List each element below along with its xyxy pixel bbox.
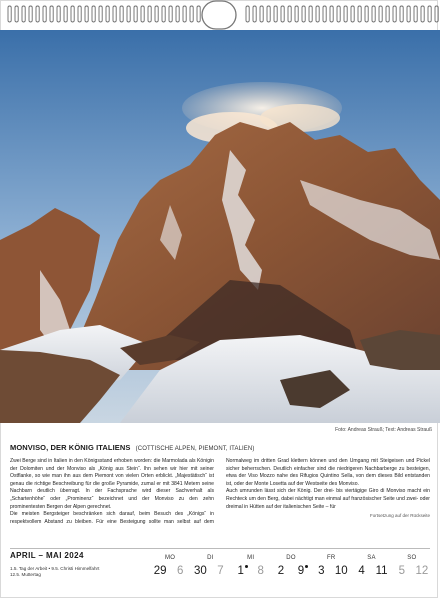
- wire-loop: [22, 6, 25, 22]
- wire-loop: [393, 6, 396, 22]
- day-number: [150, 565, 170, 577]
- day-number: [251, 565, 271, 577]
- wire-loop: [246, 6, 249, 22]
- wire-loop: [141, 6, 144, 22]
- divider: [10, 548, 430, 549]
- wire-loop: [428, 6, 431, 22]
- wire-loop: [267, 6, 270, 22]
- day-number: [331, 565, 351, 577]
- article-body: [10, 458, 430, 526]
- day-number: [210, 565, 230, 577]
- wire-loop: [176, 6, 179, 22]
- weekday-label: MO: [165, 555, 176, 561]
- weekday-label: DO: [286, 555, 296, 561]
- wire-loop: [85, 6, 88, 22]
- wire-loop: [148, 6, 151, 22]
- wire-loop: [50, 6, 53, 22]
- hanger-hook: [202, 1, 236, 29]
- holiday-note: 12.5. Muttertag: [10, 572, 41, 578]
- weekday-label: SO: [407, 555, 417, 561]
- day-number-text: 29: [153, 565, 167, 577]
- day-number-text: 30: [194, 565, 207, 577]
- day-number: [190, 565, 210, 577]
- wire-loop: [421, 6, 424, 22]
- wire-loop: [435, 6, 438, 22]
- photo-credit: Foto: Andreas Strauß; Text: Andreas Strauß: [335, 427, 432, 433]
- wire-loop: [113, 6, 116, 22]
- wire-loop: [134, 6, 137, 22]
- photo-monviso: [0, 30, 440, 423]
- wire-loop: [386, 6, 389, 22]
- calendar-column: [150, 552, 190, 592]
- wire-loop: [197, 6, 200, 22]
- wire-loop: [414, 6, 417, 22]
- day-number: [231, 565, 251, 577]
- article-heading: [10, 443, 430, 452]
- day-number: [291, 565, 311, 577]
- weekday-label: SA: [367, 555, 376, 561]
- wire-loop: [288, 6, 291, 22]
- wire-loop: [407, 6, 410, 22]
- day-number: [271, 565, 291, 577]
- wire-loop: [71, 6, 74, 22]
- day-number: [372, 565, 392, 577]
- holiday-marker-icon: [245, 565, 248, 568]
- day-number: [311, 565, 331, 577]
- day-number-text: 2: [277, 565, 285, 577]
- wire-loop: [260, 6, 263, 22]
- wire-loop: [183, 6, 186, 22]
- day-number-text: 7: [217, 565, 224, 577]
- calendar-column: [190, 552, 230, 592]
- day-number: [352, 565, 372, 577]
- calendar-column: [311, 552, 351, 592]
- wire-loop: [57, 6, 60, 22]
- wire-loop: [36, 6, 39, 22]
- day-number-text: 11: [375, 565, 388, 577]
- wire-loop: [274, 6, 277, 22]
- weekday-label: FR: [326, 555, 336, 561]
- wire-loop: [253, 6, 256, 22]
- wire-loop: [127, 6, 130, 22]
- wire-loop: [162, 6, 165, 22]
- wire-loop: [78, 6, 81, 22]
- wire-loop: [92, 6, 95, 22]
- wire-loop: [120, 6, 123, 22]
- wire-loop: [281, 6, 284, 22]
- wire-loop: [379, 6, 382, 22]
- day-number-text: 10: [334, 565, 348, 577]
- wire-loop: [323, 6, 326, 22]
- wire-loop: [169, 6, 172, 22]
- wire-loop: [155, 6, 158, 22]
- weekday-label: MI: [247, 555, 255, 561]
- wire-loop: [365, 6, 368, 22]
- wire-binding: [0, 0, 440, 30]
- holiday-note: 1.5. Tag der Arbeit • 9.5. Christi Himmelfahrt: [10, 566, 100, 571]
- continuation-note: Fortsetzung auf der Rückseite: [369, 513, 430, 519]
- wire-loop: [29, 6, 32, 22]
- wire-loop: [15, 6, 18, 22]
- day-number-text: 12: [415, 565, 429, 577]
- wire-loop: [400, 6, 403, 22]
- wire-loop: [351, 6, 354, 22]
- wire-loop: [330, 6, 333, 22]
- day-number-text: 9: [297, 565, 305, 577]
- wire-loop: [316, 6, 319, 22]
- day-number-text: 8: [257, 565, 264, 577]
- calendar-column: [271, 552, 311, 592]
- wire-loop: [372, 6, 375, 22]
- calendar-column: [351, 552, 391, 592]
- wire-loop: [344, 6, 347, 22]
- wire-loop: [190, 6, 193, 22]
- wire-loop: [8, 6, 11, 22]
- wire-loop: [358, 6, 361, 22]
- wire-loop: [64, 6, 67, 22]
- day-number-text: 1: [237, 565, 244, 577]
- wire-loop: [99, 6, 102, 22]
- wire-loop: [337, 6, 340, 22]
- article-paragraph: Zwei Berge sind in Italien in den Königsstand erhoben worden: die Marmolada als Königin der Dolomiten und der Monviso als „König aus Stein“. Ihn sehen wir hier mit seiner Ostflanke, so wie man ihn aus dem Piemont von vielen Orten erblickt. „Majestätisch“ ist genau die richtige Beschreibung für die große Pyramide, zumal er mit 3841 Metern seine Nachbarn deutlich überragt. In der Fachsprache wird dieser Sachverhalt als „Schartenhöhe“ oder „Prominenz“ bezeichnet und der Monviso zu den zehn prominentesten Bergen der Alpen gerechnet.: [10, 458, 214, 510]
- day-number: [412, 565, 432, 577]
- holiday-notes: [10, 566, 150, 578]
- wire-loop: [295, 6, 298, 22]
- weekday-label: DI: [207, 555, 214, 561]
- day-number: [392, 565, 412, 577]
- article-title: MONVISO, DER KÖNIG ITALIENS: [10, 443, 131, 452]
- calendar-grid: [150, 552, 432, 592]
- wire-loop: [106, 6, 109, 22]
- wire-loop: [43, 6, 46, 22]
- day-number-text: 6: [176, 565, 184, 577]
- holiday-marker-icon: [305, 565, 308, 568]
- wire-loop: [302, 6, 305, 22]
- article-subtitle: (COTTISCHE ALPEN, PIEMONT, ITALIEN): [135, 446, 255, 452]
- wire-loop: [309, 6, 312, 22]
- calendar-column: [231, 552, 271, 592]
- day-number: [170, 565, 190, 577]
- article-paragraph: Die meisten Bergsteiger beschränken sich darauf, beim Besuch des „Königs“ in respektvollem Abstand zu bleiben. Für eine Besteigung sollte man selbst auf dem Normalweg im dritten Grad klettern können und den Umgang mit Steigeisen und Pickel sicher beherrschen. Deutlich einfacher sind die niedrigeren Nachbarberge zu besteigen, etwa der Viso Mozzo nahe des Rifugios Quintino Sella, von dem dieses Bild entstanden ist, oder der Monte Losetta auf der Westseite des Monviso.: [10, 458, 430, 525]
- month-label: APRIL – MAI 2024: [10, 551, 84, 560]
- day-number-text: 3: [318, 565, 325, 577]
- day-number-text: 5: [398, 565, 406, 577]
- article-paragraph: Auch umrunden lässt sich der König. Der drei- bis viertägige Giro di Monviso macht ein Rechteck um den Berg, dabei nächtigt man einmal auf französischer Seite und zwei- oder dreimal in Hütten auf der italienischen Seite – für: [226, 488, 430, 510]
- calendar-column: [392, 552, 432, 592]
- day-number-text: 4: [358, 565, 365, 577]
